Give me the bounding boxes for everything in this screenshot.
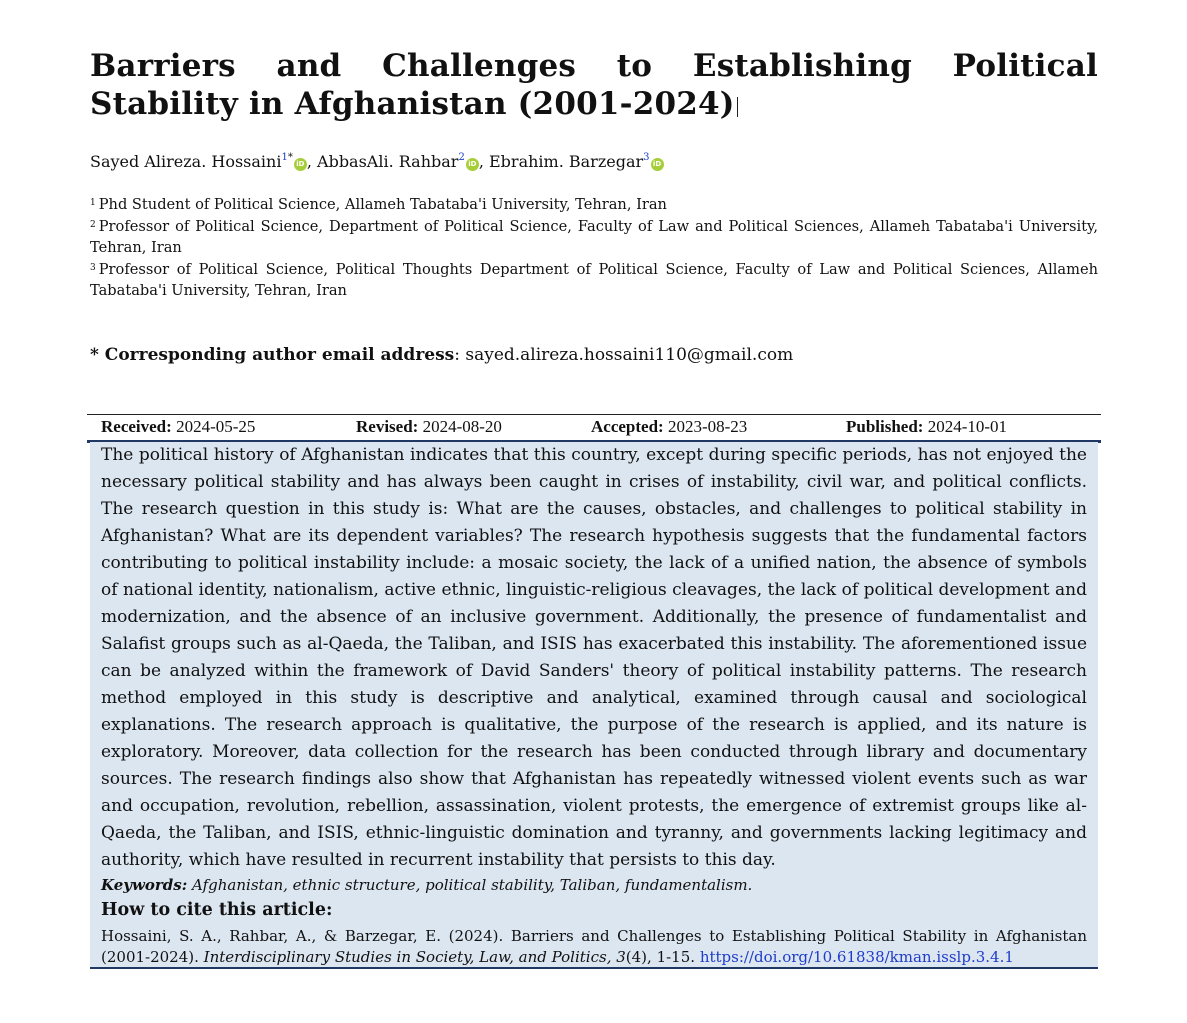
author-affil-number: 1 [281, 152, 288, 163]
doi-link[interactable]: https://doi.org/10.61838/kman.isslp.3.4.1 [699, 948, 1014, 966]
published-label: Published: [846, 417, 924, 436]
affiliation-list [90, 193, 1098, 301]
paper-title-text: Barriers and Challenges to Establishing Political Stability in Afghanistan (2001-2024) [90, 48, 1098, 122]
corresponding-label: * Corresponding author email address [90, 345, 455, 365]
revised-date [356, 417, 502, 437]
orcid-icon[interactable]: iD [294, 158, 307, 171]
received-date [101, 417, 255, 437]
affiliation-item [90, 193, 1098, 215]
affiliation-text: Professor of Political Science, Political Thoughts Department of Political Science, Faculty of Law and Political Sciences, Allameh Tabataba'i University, Tehran, Iran [90, 261, 1098, 299]
accepted-value: 2023-08-23 [663, 417, 748, 436]
affiliation-text: Phd Student of Political Science, Allameh Tabataba'i University, Tehran, Iran [98, 196, 667, 213]
affiliation-item [90, 215, 1098, 258]
published-date [846, 417, 1007, 437]
accepted-label: Accepted: [591, 417, 664, 436]
author-affil-number: 3 [643, 152, 650, 163]
keywords-label: Keywords: [101, 876, 188, 894]
revised-value: 2024-08-20 [418, 417, 502, 436]
received-label: Received: [101, 417, 172, 436]
text-cursor [737, 97, 738, 117]
keywords [101, 874, 1087, 896]
affiliation-item [90, 258, 1098, 301]
revised-label: Revised: [356, 417, 419, 436]
article-dates-bar [87, 414, 1101, 443]
author-affil-number: 2 [458, 152, 465, 163]
citation-text: Hossaini, S. A., Rahbar, A., & Barzegar, E. (2024). Barriers and Challenges to Establishing Political Stability in Afghanistan (2001-2024). [101, 927, 1087, 966]
affiliation-number: 3 [90, 263, 96, 273]
paper-title [90, 47, 1098, 123]
abstract-box [90, 442, 1098, 969]
corresponding-star: * [287, 152, 293, 163]
citation-issue: (4), 1-15. [625, 948, 700, 966]
citation-journal: Interdisciplinary Studies in Society, Law, and Politics, 3 [203, 948, 626, 966]
accepted-date [591, 417, 747, 437]
cite-heading: How to cite this article: [101, 900, 333, 920]
author-name: Sayed Alireza. Hossaini [90, 152, 282, 171]
author-separator: , [306, 152, 318, 171]
corresponding-author [90, 343, 793, 367]
keywords-text: Afghanistan, ethnic structure, political stability, Taliban, fundamentalism. [187, 876, 753, 894]
affiliation-number: 1 [90, 198, 96, 208]
received-value: 2024-05-25 [171, 417, 256, 436]
abstract-text: The political history of Afghanistan indicates that this country, except during specific periods, has not enjoyed the necessary political stability and has always been caught in crises of instability, civil war, and political conflicts. The research question in this study is: What are the causes, obstacles, and challenges to political stability in Afghanistan? What are its dependent variables? The research hypothesis suggests that the fundamental factors contributing to political instability include: a mosaic society, the lack of a unified nation, the absence of symbols of national identity, nationalism, active ethnic, linguistic-religious cleavages, the lack of political development and modernization, and the absence of an inclusive government. Additionally, the presence of fundamentalist and Salafist groups such as al-Qaeda, the Taliban, and ISIS has exacerbated this instability. The aforementioned issue can be analyzed within the framework of David Sanders' theory of political instability patterns. The research method employed in this study is descriptive and analytical, examined through causal and sociological explanations. The research approach is qualitative, the purpose of the research is applied, and its nature is exploratory. Moreover, data collection for the research has been conducted through library and documentary sources. The research findings also show that Afghanistan has repeatedly witnessed violent events such as war and occupation, revolution, rebellion, assassination, violent protests, the emergence of extremist groups like al-Qaeda, the Taliban, and ISIS, ethnic-linguistic domination and tyranny, and governments lacking legitimacy and authority, which have resulted in recurrent instability that persists to this day. [101, 445, 1087, 870]
author-separator: , [478, 152, 489, 171]
affiliation-number: 2 [90, 220, 96, 230]
corresponding-email[interactable]: : sayed.alireza.hossaini110@gmail.com [454, 345, 794, 365]
orcid-icon[interactable]: iD [651, 158, 664, 171]
published-value: 2024-10-01 [923, 417, 1008, 436]
author-list [90, 146, 664, 174]
orcid-icon[interactable]: iD [466, 158, 479, 171]
author-name: AbbasAli. Rahbar [317, 152, 459, 171]
citation [101, 926, 1087, 968]
affiliation-text: Professor of Political Science, Department of Political Science, Faculty of Law and Political Sciences, Allameh Tabataba'i University, Tehran, Iran [90, 218, 1098, 256]
author-name: Ebrahim. Barzegar [489, 152, 644, 171]
